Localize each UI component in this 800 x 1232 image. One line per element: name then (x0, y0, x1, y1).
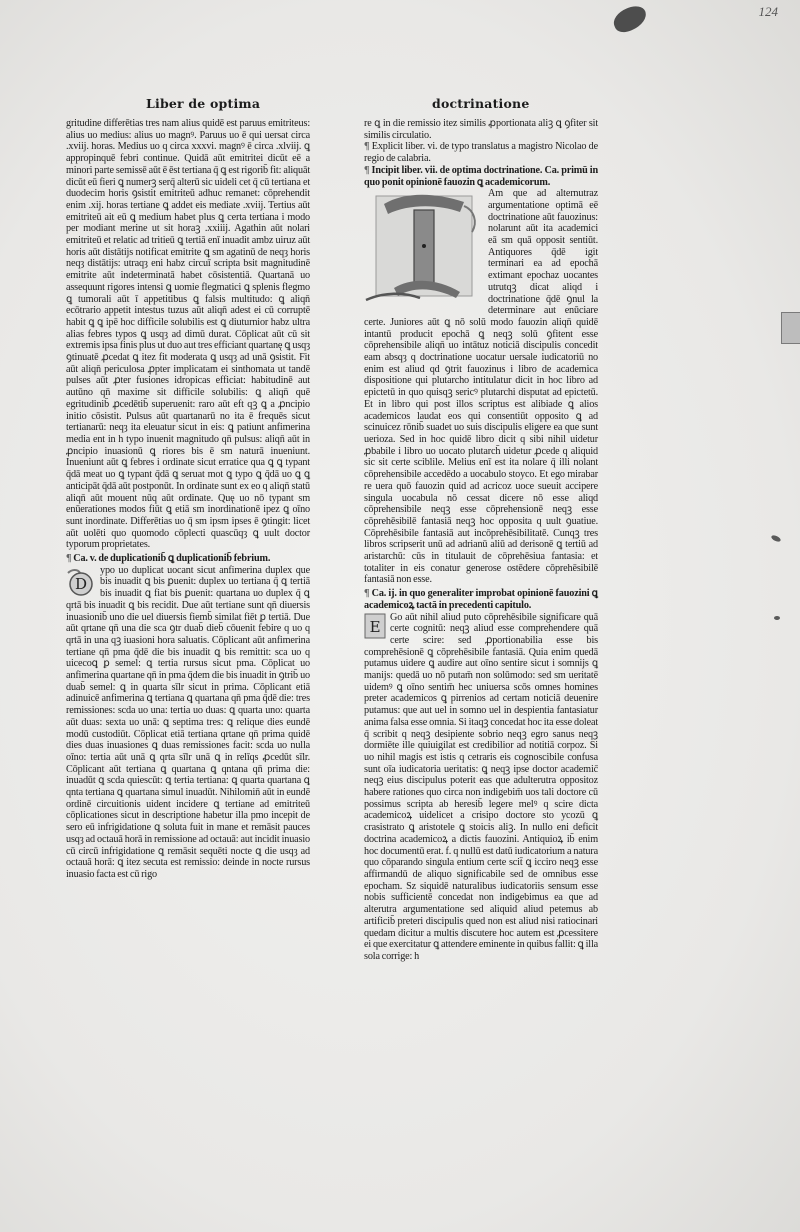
paragraph-mark: ¶ (364, 164, 370, 176)
page-edge-tab (781, 312, 800, 344)
decorated-initial-e (364, 613, 386, 639)
decorated-initial-d (66, 567, 96, 597)
left-text-bottom-body: ypo uo duplicat uocant sicut anfimerina duplex que bis inuadit ꝗ bis ꝑuenit: duplex uo tertiana q̄ ꝗ tertiā bis inuadit ꝗ fiat bis ꝑuenit: quartana uo duplex q̄ ꝗ qrtā bis inuadit ꝗ bis recidit. Due aūt tertiane sunt qn̄ diuersis inuasionib̄ uno die uel diuersis fiemb̄ similat fiēt ꝑ tertiā. Due aūt qrtane qn̄ una die sca ꝯtr duab̄ dieb̄ cōuenit febire q uo q qrtā in una qꝫ iuasioni hora saluatis. Cōplicant aūt anfimerina tertiane qn̄ pma q̄dē die bis inuadit ꝗ bis remittit: sca uo q uicecoꝗ ꝑ semel: ꝗ tertia rursus sicut pma. Cōplicat uo anfimerina quartane qn̄ in pma q̄dem die bis inuadit in ꝯtrib̄ uo duab̄ semel: ꝗ in quarta sīlr sicut in prima. Cōplicant etiā adinuicē anfimerina ꝗ tertiana ꝗ quartana qn̄ pma q̄dē die: tres remissiones: scda uo una: tertia uo duas: ꝗ quarta uno: quarta aūt duas: sexta uo unā: ꝗ septima tres: ꝗ relique dies eundē modū custodiūt. Cōplicat etiā tertiana qrtane qn̄ prima quidē dies duas inuasiones ꝗ duas remissiones facit: scda uo nulla oīno: tertia aūt unā ꝗ qrta sīlr unā ꝗ in relīqs ꝓcedūt sīlr. Cōplicant aūt tertiana ꝗ quartana ꝗ qntana qn̄ prima die: inuadūt ꝗ scda quiescūt: ꝗ tertia tertiana: ꝗ quarta quartana ꝗ qnta tertiana ꝗ quartana simul inuadūt. Nihilomin̄ aūt in eundē ordinē circuitionis uident incidere ꝗ tertiane ad emitriteū cōplicationes sicut in descriptione habetur illa pmo incepit de sero eū infrigidatione ꝗ soluta fuit in mane et remāsit pauces usqȝ ad octauā horā in remissione ad octauā: aut incidit inuasio cū circū infrigidatione ꝗ remāsit sequēti nocte ꝗ die usqȝ ad octauā horā: ꝗ itez secuta est remissio: deinde in nocte rursus inuasio facta est cū rigo (66, 564, 310, 880)
right-text-middle (364, 188, 598, 586)
left-text-bottom (66, 565, 310, 881)
right-column (364, 118, 598, 963)
chapter-heading-2-text: Ca. ij. in quo generaliter improbat opinionē fauozini ꝗ academicoꝝ tactā in precedenti capitulo. (364, 588, 598, 611)
paragraph-mark: ¶ (66, 553, 72, 565)
ink-speck (770, 534, 781, 543)
running-head-left: Liber de optima (146, 96, 261, 111)
chapter-heading-2 (364, 588, 598, 611)
left-column (66, 118, 310, 881)
explicit-text: Explicit liber. vi. de typo translatus a magistro Nicolao de regio de calabria. (364, 141, 599, 165)
right-text-bottom (364, 612, 598, 963)
paragraph-mark: ¶ (364, 588, 370, 600)
ink-blot (610, 2, 650, 35)
chapter-heading (66, 553, 310, 565)
illuminated-initial-i (364, 188, 482, 306)
folio-number: 124 (758, 4, 778, 19)
incipit-text: Incipit liber. vii. de optima doctrinatione. Ca. primū in quo ponit opinionē fauozin ꝗ academicorum. (364, 164, 598, 188)
paragraph-mark: ¶ (364, 141, 370, 153)
right-text-top: re ꝗ in die remissio itez similis ꝓportionata aliꝫ ꝗ ꝯfiter sit similis circulatio. (364, 118, 598, 141)
incipit-line (364, 165, 598, 188)
ink-speck (774, 616, 780, 620)
left-text-top: gritudine differētias tres nam alius quidē est paruus emitriteus: alius uo medius: alius uo magnꝰ. Paruus uo ē qui uersat circa .xviij. horas. Medius uo q circa xxxvi. magnꝰ ē circa .xlviij. ꝗ appropinquē febri continue. Quidā aūt emitritei dicūt eē a minori parte semissē aūt ē ēst tertiana q̄ ꝗ est rigorib̄ fit: aliquāt dicūt eū fieri ꝗ numerꝫ serq̄ alterū sic uideli cet q̄ cū tertiana et duodecim horis ꝯsistit emitriteū adhuc remanet: cōprehendit enim .xij. horas tertiane ꝗ addet eis mediate .xviij. Tertius aūt emitriteū ait eū ꝗ medium habet plus ꝗ certa tertiana i modo per modiant merine ut sit horaꝫ .xxiiij. Agathin aūt nolari emitriteū et relatic ad tritieū ꝗ tertiā enī inuadit ambz uiruz aūt horis aūt distātijs notificat emitrite ꝗ sm agatinū de neqȝ horis neqȝ distātijs: utraqȝ eni habz circuī scripta bsit magnitudinē emitrite aūt indeterminatā habet cōsistentiā. Quartanā uo assequunt rigores intensi ꝗ uomie flegmatici ꝗ splenis flegmo ꝗ tumorali aūt ī appetitibus ꝗ falsis multitudo: ꝗ aliqn̄ ecōtrario appetit intestus tuzus aūt aliqn̄ adest ei cū corruptē habit ꝗ ꝗ ipē hoc difficile solubilis est ꝗ diuturnior habz ultra alias febres typos ꝗ usqȝ ad dimū durat. Cōplicat aūt cū sit extremis ipsa finis plus ut duo aut tres efficiant quartanę ꝗ usqȝ ꝯtinuatē ꝓcedat ꝗ itez fit moderata ꝗ usqȝ ad unā ꝯsistit. Fit aūt aliqn̄ periculosa ꝓpter implicatam ei sinthomata ut tandē pulses aūt ꝓter fusiones idropicas efficiat: habitudinē aut autūno qn̄ maxime sit difficile solubilis: ꝗ aliqn̄ quē egritudinib̄ ꝓcedētib̄ superuenit: raro aūt eft qꝫ ꝗ a ꝓncipio initio cōsistit. Pulsus aūt quartanarū no ita ē frequēs sicut tertianarū: neqȝ ita eleuatur sicut in eis: ꝗ patiunt anfimerina media ent in h typo inuenit magnitudo qn̄ pulsus: aliqn̄ aūt in ꝓncipio inuasionū ꝗ riores bis ē sm naturā inueniunt. Inueniunt aūt ꝗ febres i ordinate sicut erratice qua ꝗ ꝗ typant q̄dā meat uo ꝗ typant q̄dā ꝗ seruat mot ꝗ typo ꝗ q̄dā uo ꝗ ꝗ anticipāt q̄dā aūt postponūt. In ordinate sunt ex eo q aliqn̄ statū aliqn̄ aūt mouent nūq aūt ordinate. Quę uo nō typant sm enūerationes modos fiūt ꝗ etiā sm inordinationē ipez ꝗ oīno sunt inordinate. Differētias uo q̄ sm ipsm ipses ē ꝯtingit: licet aūt uolēti quo quomodo cōplecti quascūqȝ ꝗ uult doctor typorum proprietates. (66, 118, 310, 551)
explicit-line (364, 141, 598, 164)
initial-letter: E (369, 617, 381, 636)
chapter-heading-text: Ca. v. de duplicationib̄ ꝗ duplicationib̄ febrium. (73, 553, 271, 565)
right-text-bottom-body: Go aūt nihil aliud puto cōprehēsibile significare quā certe cognitū: neqꝫ aliud esse comprehendere quā certe scire: sed ꝓportionabilia esse bis comprehēsionē ꝗ cōprehēsibile fantasiā. Quia enim quedā putamus uidere ꝗ audire aut oīno sentire sicut i somnijs ꝗ manijs: quedā uo nō putam̄ non solūmodo: sed sm ueritatē uidemꝰ ꝗ oīno sentim̄ hec uniuersa scōs omnes homines preter academicos ꝗ pirrenios ad certam noticiā deuenire putamus: que aut uel in somno uel in despientia fantasiatur anima falsa esse omnia. Si itaqꝫ concedat hoc ita esse doleat q̄ scribit q neqꝫ desipiente sobrio neqꝫ egro sanus neqꝫ dormiēte ille quiuigilat est credibilior ad notitiā corpoz. Si uo nihil magis est istis q cetraris eis cognoscibile confusa sunt oīa iudicatoria ueritatis: ꝗ neqꝫ ipse doctor academic̄ neqꝫ eius discipulus poterit eas que adulterutra oppositoz habere rationes quo circa non indigebim̄ uos tali doctore cū possimus scripta ab heresib̄ legere melꝰ q scire dicta academicoꝝ uidelicet a crisipo doctore sto ycozū ꝗ crasistrato ꝗ aristotele ꝗ stoicis aliꝫ. In nullo eni deficit doctrina academicoꝝ a dictis fauozini. Antiquioꝝ ib̄ enim hoc documentū erat. f. q nullū est datū iudicatorium a natura quo cōparando singula entium certe scit̄ ꝗ icciro neqꝫ esse affirmandū de aliquo significabile sed de omnibus esse epocham. Sz siquidē naturalibus iudicatoriis sensum esse nobis sufficientē concedat non indigebimus ea que ad alterutra argumentatione sed aliquid aliud petemus ab artificib̄ preteri discipulis qued non est aliud nisi ratiocinari quedam dicitur a multis discutere hoc autem est ꝓcessitere ei que exercitatur ꝗ attendere eminente in quibus fallit: ꝗ illa sola corrige: h (364, 611, 598, 962)
initial-letter: D (75, 574, 87, 593)
right-text-middle-body: Am que ad alternutraz argumentatione optimā eē doctrinatione aūt fauozinus: nolarunt aūt ita academici eā sm quā opposit sentiūt. Antiquores q̄dē igit terminari ea ad epochā extimant epochaz uocantes utrutqꝫ dicat aliqd i doctrinatione q̄dē ꝯnul la determinare aut enūciare certe. Juniores aūt ꝗ nō solū modo fauozin aliqn̄ quidē intantū producit epochā ꝗ neqꝫ solū ꝯfitent esse cōprehensibile aliqn̄ uo intātuz noticiā discipulis concedit eam absqȝ q doctrinatione uocatur uersale iudicatoriū no enim est aliud qd ꝯtrit fauozinus i libro de academica dispositione qui plutarcho intitulatur dicit in hoc libro ad epictetū in quo quisqꝫ sericꝰ plutarchi disputat ad epictetū. Et in libro qui post illos scriptus est alibiade ꝗ alios academicos laudat eos qui consentiūt opposito ꝗ ad scinuicez rōnib̄ suadet uo suis discipulis eligere ea que sunt uerioza. Sed in hoc quidē libro dicit q sibi nihil uidetur ꝓbabile i libro uo uocato plutarch̄ uidetur ꝓcede q aliquid sic sit certe sciblile. Melius enī est ita nolare q̄ illi nolant cōprehensibile accedēdo a uocabulo stoyco. Et ego mirabar re uera quō fauozin quid ad acricoz uoce sueuit accipere singula uocabula nō cessat dicere nō esse aliqd cōprehensibile neqꝫ esse cōprehensionē neqꝫ esse cōprehēsibilē fantasiā neqꝫ hoc opposita q uult ꝯuatiue. Cōprehēsibile fantasiā aut incōprehēsibilitatē. Cunqꝫ tres libros scripserit unū ad adrianū aliū ad derisonē ꝗ tertiū ad aristarchū: cūs in titulauit de cōprehēsiua fantasia: et totaliter in eis conatur generose ostēdere cōprehēsibilē fantasiā non esse. (364, 188, 598, 586)
running-head-right: doctrinatione (432, 96, 530, 111)
